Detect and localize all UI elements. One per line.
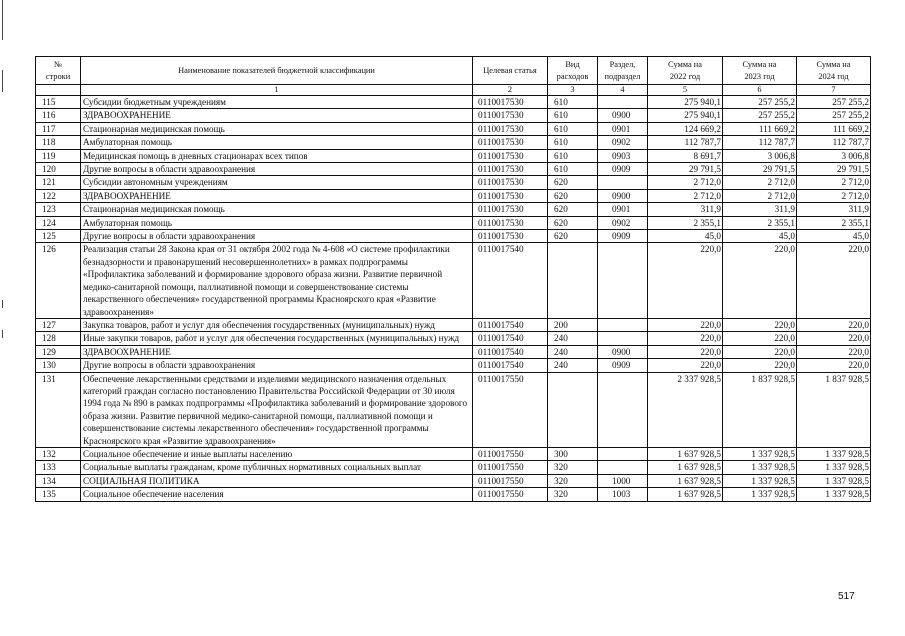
table-row — [36, 122, 871, 135]
sum-2024: 2 712,0 — [797, 176, 871, 189]
table-row — [36, 189, 871, 202]
table-row — [36, 372, 871, 447]
indicator-name: Закупка товаров, работ и услуг для обеспечения государственных (муниципальных) нужд — [81, 318, 473, 331]
sum-2023: 2 355,1 — [723, 216, 797, 229]
section-code: 0909 — [598, 359, 648, 372]
indicator-name: Обеспечение лекарственными средствами и изделиями медицинского назначения отдельных категорий граждан согласно постановлению Правительства Российской Федерации от 30 июля 1994 года № 890 в рамках подпрограммы «Профилактика заболеваний и формирование здорового образа жизни. Развитие первичной медико-санитарной помощи, паллиативной помощи и совершенствование системы лекарственного обеспечения» государственной программы Красноярского края «Развитие здравоохранения» — [81, 372, 473, 447]
table-row — [36, 488, 871, 501]
sum-2022: 112 787,7 — [648, 136, 723, 149]
table-row — [36, 243, 871, 318]
target-article: 0110017530 — [473, 136, 548, 149]
sum-2022: 2 712,0 — [648, 176, 723, 189]
target-article: 0110017540 — [473, 318, 548, 331]
indicator-name: ЗДРАВООХРАНЕНИЕ — [81, 345, 473, 358]
sum-2022: 29 791,5 — [648, 163, 723, 176]
expense-type: 610 — [548, 136, 598, 149]
sum-2024: 257 255,2 — [797, 109, 871, 122]
expense-type: 200 — [548, 318, 598, 331]
sum-2022: 220,0 — [648, 332, 723, 345]
sum-2023: 220,0 — [723, 332, 797, 345]
section-code: 0903 — [598, 149, 648, 162]
table-row — [36, 461, 871, 474]
sum-2023: 1 837 928,5 — [723, 372, 797, 447]
sum-2024: 257 255,2 — [797, 96, 871, 109]
sum-2023: 311,9 — [723, 203, 797, 216]
indicator-name: Социальное обеспечение и иные выплаты населению — [81, 447, 473, 460]
section-code: 0900 — [598, 189, 648, 202]
scan-edge-mark — [2, 300, 3, 308]
target-article: 0110017540 — [473, 332, 548, 345]
target-article: 0110017530 — [473, 163, 548, 176]
target-article: 0110017530 — [473, 189, 548, 202]
sum-2022: 1 637 928,5 — [648, 474, 723, 487]
header-expense-type: Вид расходов — [548, 57, 598, 85]
section-code — [598, 243, 648, 318]
target-article: 0110017530 — [473, 230, 548, 243]
indicator-name: Реализация статьи 28 Закона края от 31 октября 2002 года № 4-608 «О системе профилактики безнадзорности и правонарушений несовершеннолетних» в рамках подпрограммы «Профилактика заболеваний и формирование здорового образа жизни. Развитие первичной медико-санитарной помощи, паллиативной помощи и совершенствование системы лекарственного обеспечения» государственной программы Красноярского края «Развитие здравоохранения» — [81, 243, 473, 318]
target-article: 0110017530 — [473, 149, 548, 162]
sum-2023: 1 337 928,5 — [723, 488, 797, 501]
sum-2022: 275 940,1 — [648, 96, 723, 109]
expense-type — [548, 372, 598, 447]
sum-2023: 2 712,0 — [723, 176, 797, 189]
indicator-name: Субсидии автономным учреждениям — [81, 176, 473, 189]
table-row — [36, 216, 871, 229]
column-number: 4 — [598, 85, 648, 96]
page-number: 517 — [838, 591, 855, 602]
row-number: 116 — [36, 109, 81, 122]
row-number: 134 — [36, 474, 81, 487]
expense-type: 240 — [548, 345, 598, 358]
row-number: 125 — [36, 230, 81, 243]
expense-type: 300 — [548, 447, 598, 460]
column-number: 7 — [797, 85, 871, 96]
header-section: Раздел, подраздел — [598, 57, 648, 85]
expense-type — [548, 243, 598, 318]
sum-2022: 275 940,1 — [648, 109, 723, 122]
sum-2022: 220,0 — [648, 345, 723, 358]
row-number: 135 — [36, 488, 81, 501]
expense-type: 620 — [548, 189, 598, 202]
indicator-name: Амбулаторная помощь — [81, 216, 473, 229]
table-row — [36, 149, 871, 162]
row-number: 123 — [36, 203, 81, 216]
sum-2024: 3 006,8 — [797, 149, 871, 162]
column-number: 5 — [648, 85, 723, 96]
indicator-name: Стационарная медицинская помощь — [81, 203, 473, 216]
column-number: 2 — [473, 85, 548, 96]
sum-2024: 1 337 928,5 — [797, 474, 871, 487]
expense-type: 610 — [548, 163, 598, 176]
expense-type: 240 — [548, 359, 598, 372]
table-row — [36, 163, 871, 176]
target-article: 0110017540 — [473, 345, 548, 358]
sum-2023: 111 669,2 — [723, 122, 797, 135]
row-number: 131 — [36, 372, 81, 447]
row-number: 133 — [36, 461, 81, 474]
sum-2024: 220,0 — [797, 243, 871, 318]
sum-2023: 220,0 — [723, 359, 797, 372]
header-target-article: Целевая статья — [473, 57, 548, 85]
column-number: 6 — [723, 85, 797, 96]
target-article: 0110017530 — [473, 176, 548, 189]
target-article: 0110017550 — [473, 488, 548, 501]
column-number: 3 — [548, 85, 598, 96]
sum-2023: 1 337 928,5 — [723, 447, 797, 460]
table-row — [36, 359, 871, 372]
table-row — [36, 203, 871, 216]
row-number: 122 — [36, 189, 81, 202]
row-number: 118 — [36, 136, 81, 149]
row-number: 124 — [36, 216, 81, 229]
sum-2024: 111 669,2 — [797, 122, 871, 135]
expense-type: 320 — [548, 474, 598, 487]
sum-2022: 311,9 — [648, 203, 723, 216]
section-code: 0900 — [598, 109, 648, 122]
target-article: 0110017530 — [473, 96, 548, 109]
sum-2023: 2 712,0 — [723, 189, 797, 202]
indicator-name: Субсидии бюджетным учреждениям — [81, 96, 473, 109]
column-number: 1 — [81, 85, 473, 96]
sum-2024: 220,0 — [797, 345, 871, 358]
sum-2024: 2 712,0 — [797, 189, 871, 202]
sum-2023: 220,0 — [723, 243, 797, 318]
sum-2024: 220,0 — [797, 332, 871, 345]
sum-2024: 1 337 928,5 — [797, 447, 871, 460]
section-code: 0902 — [598, 216, 648, 229]
expense-type: 320 — [548, 488, 598, 501]
sum-2022: 220,0 — [648, 243, 723, 318]
section-code: 1003 — [598, 488, 648, 501]
indicator-name: ЗДРАВООХРАНЕНИЕ — [81, 109, 473, 122]
target-article: 0110017540 — [473, 243, 548, 318]
sum-2023: 257 255,2 — [723, 96, 797, 109]
sum-2023: 220,0 — [723, 345, 797, 358]
expense-type: 610 — [548, 149, 598, 162]
table-row — [36, 447, 871, 460]
sum-2024: 2 355,1 — [797, 216, 871, 229]
table-row — [36, 345, 871, 358]
sum-2023: 3 006,8 — [723, 149, 797, 162]
table-body — [36, 96, 871, 502]
expense-type: 610 — [548, 109, 598, 122]
indicator-name: Социальное обеспечение населения — [81, 488, 473, 501]
sum-2023: 220,0 — [723, 318, 797, 331]
table-row — [36, 474, 871, 487]
sum-2022: 1 637 928,5 — [648, 461, 723, 474]
target-article: 0110017550 — [473, 461, 548, 474]
sum-2024: 220,0 — [797, 359, 871, 372]
section-code — [598, 176, 648, 189]
expense-type: 620 — [548, 203, 598, 216]
section-code: 0902 — [598, 136, 648, 149]
row-number: 129 — [36, 345, 81, 358]
row-number: 120 — [36, 163, 81, 176]
table-row — [36, 136, 871, 149]
sum-2024: 220,0 — [797, 318, 871, 331]
indicator-name: Медицинская помощь в дневных стационарах всех типов — [81, 149, 473, 162]
row-number: 119 — [36, 149, 81, 162]
section-code — [598, 318, 648, 331]
expense-type: 240 — [548, 332, 598, 345]
indicator-name: Амбулаторная помощь — [81, 136, 473, 149]
section-code: 0909 — [598, 230, 648, 243]
column-number — [36, 85, 81, 96]
section-code: 0901 — [598, 122, 648, 135]
row-number: 132 — [36, 447, 81, 460]
row-number: 126 — [36, 243, 81, 318]
table-row — [36, 109, 871, 122]
sum-2024: 1 837 928,5 — [797, 372, 871, 447]
sum-2022: 2 337 928,5 — [648, 372, 723, 447]
section-code: 1000 — [598, 474, 648, 487]
expense-type: 620 — [548, 176, 598, 189]
indicator-name: Социальные выплаты гражданам, кроме публичных нормативных социальных выплат — [81, 461, 473, 474]
sum-2024: 112 787,7 — [797, 136, 871, 149]
row-number: 128 — [36, 332, 81, 345]
row-number: 115 — [36, 96, 81, 109]
indicator-name: Стационарная медицинская помощь — [81, 122, 473, 135]
row-number: 127 — [36, 318, 81, 331]
indicator-name: Другие вопросы в области здравоохранения — [81, 163, 473, 176]
target-article: 0110017550 — [473, 372, 548, 447]
header-row-number: № строки — [36, 57, 81, 85]
sum-2024: 1 337 928,5 — [797, 488, 871, 501]
target-article: 0110017530 — [473, 216, 548, 229]
scan-edge-mark — [2, 70, 3, 92]
header-sum-2022: Сумма на 2022 год — [648, 57, 723, 85]
sum-2023: 45,0 — [723, 230, 797, 243]
sum-2022: 45,0 — [648, 230, 723, 243]
sum-2024: 45,0 — [797, 230, 871, 243]
sum-2023: 1 337 928,5 — [723, 474, 797, 487]
target-article: 0110017530 — [473, 203, 548, 216]
scan-edge-mark — [2, 0, 3, 40]
target-article: 0110017540 — [473, 359, 548, 372]
section-code — [598, 372, 648, 447]
sum-2023: 29 791,5 — [723, 163, 797, 176]
sum-2022: 2 712,0 — [648, 189, 723, 202]
sum-2022: 1 637 928,5 — [648, 488, 723, 501]
sum-2023: 257 255,2 — [723, 109, 797, 122]
table-row — [36, 230, 871, 243]
expense-type: 610 — [548, 96, 598, 109]
sum-2024: 29 791,5 — [797, 163, 871, 176]
sum-2024: 311,9 — [797, 203, 871, 216]
expense-type: 620 — [548, 216, 598, 229]
row-number: 121 — [36, 176, 81, 189]
sum-2023: 1 337 928,5 — [723, 461, 797, 474]
section-code — [598, 332, 648, 345]
expense-type: 610 — [548, 122, 598, 135]
target-article: 0110017550 — [473, 474, 548, 487]
table-header-row — [36, 57, 871, 85]
sum-2023: 112 787,7 — [723, 136, 797, 149]
section-code — [598, 461, 648, 474]
table-row — [36, 332, 871, 345]
budget-table — [35, 56, 871, 502]
table-row — [36, 96, 871, 109]
row-number: 117 — [36, 122, 81, 135]
sum-2022: 8 691,7 — [648, 149, 723, 162]
sum-2024: 1 337 928,5 — [797, 461, 871, 474]
table-row — [36, 318, 871, 331]
indicator-name: Иные закупки товаров, работ и услуг для обеспечения государственных (муниципальных) нужд — [81, 332, 473, 345]
target-article: 0110017530 — [473, 122, 548, 135]
target-article: 0110017550 — [473, 447, 548, 460]
section-code: 0909 — [598, 163, 648, 176]
target-article: 0110017530 — [473, 109, 548, 122]
scan-edge-mark — [2, 330, 3, 338]
section-code: 0900 — [598, 345, 648, 358]
row-number: 130 — [36, 359, 81, 372]
header-sum-2024: Сумма на 2024 год — [797, 57, 871, 85]
section-code — [598, 96, 648, 109]
header-sum-2023: Сумма на 2023 год — [723, 57, 797, 85]
indicator-name: Другие вопросы в области здравоохранения — [81, 230, 473, 243]
sum-2022: 2 355,1 — [648, 216, 723, 229]
sum-2022: 220,0 — [648, 359, 723, 372]
indicator-name: Другие вопросы в области здравоохранения — [81, 359, 473, 372]
sum-2022: 1 637 928,5 — [648, 447, 723, 460]
indicator-name: СОЦИАЛЬНАЯ ПОЛИТИКА — [81, 474, 473, 487]
column-number-row — [36, 85, 871, 96]
expense-type: 320 — [548, 461, 598, 474]
section-code: 0901 — [598, 203, 648, 216]
header-indicator-name: Наименование показателей бюджетной классификации — [81, 57, 473, 85]
section-code — [598, 447, 648, 460]
indicator-name: ЗДРАВООХРАНЕНИЕ — [81, 189, 473, 202]
sum-2022: 124 669,2 — [648, 122, 723, 135]
table-row — [36, 176, 871, 189]
expense-type: 620 — [548, 230, 598, 243]
sum-2022: 220,0 — [648, 318, 723, 331]
